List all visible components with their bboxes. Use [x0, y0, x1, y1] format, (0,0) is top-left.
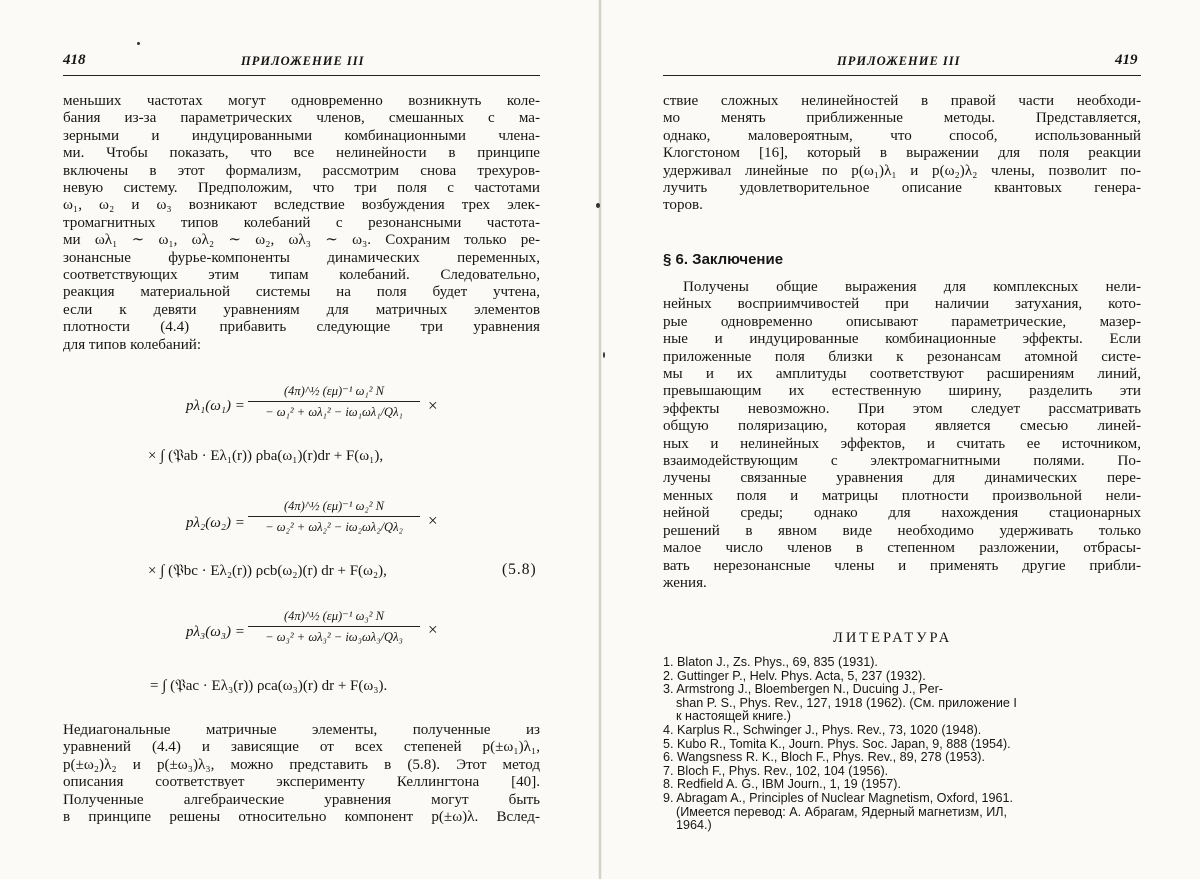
equation-number: (5.8) [502, 561, 537, 578]
scan-speck [596, 203, 600, 208]
text-line: зерными и индуцированными комбинационными члена- [63, 127, 540, 144]
text-line: эффекты невозможно. При этом следует рассматривать [663, 400, 1141, 417]
text-line: общую поляризацию, которая является смесью линей- [663, 418, 1141, 435]
left-running-head: ПРИЛОЖЕНИЕ III [241, 54, 365, 68]
eq3-fraction [248, 608, 420, 645]
eq1-lhs: pλ₁(ω₁) = [186, 398, 245, 414]
reference-item: 6. Wangsness R. K., Bloch F., Phys. Rev., 89, 278 (1953). [663, 750, 985, 765]
text-line: в принципе решены относительно компонент p(±ω)λ. Вслед- [63, 809, 540, 826]
left-page-number: 418 [63, 52, 86, 68]
eq3-lhs: pλ₃(ω₃) = [186, 624, 245, 640]
text-line: описания соответствует эксперименту Келлингтона [40]. [63, 774, 540, 791]
reference-item: 9. Abragam A., Principles of Nuclear Magnetism, Oxford, 1961. [663, 790, 1013, 805]
eq3-times: × [428, 620, 438, 639]
right-page-number: 419 [1115, 52, 1138, 68]
fraction-bar [248, 401, 420, 402]
text-line: ные и индуцированные комбинационные эффекты. Если [663, 331, 1141, 348]
text-line: тромагнитных типов колебаний с резонансными частота- [63, 214, 540, 231]
reference-item: 8. Redfield A. G., IBM Journ., 1, 19 (1957). [663, 777, 902, 792]
reference-item: 2. Guttinger P., Helv. Phys. Acta, 5, 237 (1932). [663, 668, 926, 683]
eq3-integral-line: = ∫ (𝔓ac · Eλ₃(r)) ρca(ω₃)(r) dr + F(ω₃). [150, 678, 388, 694]
reference-item: 7. Bloch F., Phys. Rev., 102, 104 (1956). [663, 763, 889, 778]
reference-continuation: (Имеется перевод: А. Абрагам, Ядерный магнетизм, ИЛ, [676, 804, 1008, 819]
text-line: взаимодействующим с электромагнитными полями. По- [663, 453, 1141, 470]
text-line: малое число членов в степенном разложении, отбрасы- [663, 540, 1141, 557]
text-line: жения. [663, 574, 707, 591]
literature-heading: ЛИТЕРАТУРА [833, 630, 953, 646]
left-closing-paragraph [63, 722, 540, 826]
text-line: зонансные фурье-компоненты динамических переменных, [63, 249, 540, 266]
reference-continuation: 1964.) [676, 818, 712, 833]
text-line: p(±ω₂)λ₂ и p(±ω₃)λ₃, можно представить в (5.8). Этот метод [63, 756, 540, 773]
text-line: приложенные поля близки к резонансам атомной систе- [663, 348, 1141, 365]
reference-list [663, 656, 1141, 833]
eq2-numerator: (4π)^½ (εμ)⁻¹ ω₂² N [284, 499, 384, 513]
reference-continuation: shan P. S., Phys. Rev., 127, 1918 (1962). (См. приложение I [676, 695, 1017, 710]
fraction-bar [248, 626, 420, 627]
left-header-rule [63, 75, 540, 76]
text-line: ных и нелинейных эффектов, и считать ее источником, [663, 435, 1141, 452]
right-page-header [663, 54, 1140, 76]
text-line: вать нерезонансные члены и применять другие прибли- [663, 557, 1141, 574]
text-line: реакция материальной системы на поля будет учтена, [63, 284, 540, 301]
text-line: Недиагональные матричные элементы, полученные из [63, 722, 540, 738]
text-line: соответствующих этим типам колебаний. Следовательно, [63, 267, 540, 284]
eq3-denominator: − ω₃² + ωλ₃² − iω₃ωλ₃/Qλ₃ [265, 630, 403, 644]
eq3-numerator: (4π)^½ (εμ)⁻¹ ω₃² N [284, 609, 384, 623]
text-line: превышающим их естественную ширину, разделить эти [663, 383, 1141, 400]
reference-item: 5. Kubo R., Tomita K., Journ. Phys. Soc. Japan, 9, 888 (1954). [663, 736, 1011, 751]
eq1-times: × [428, 396, 438, 415]
text-line: торов. [663, 197, 703, 214]
text-line: ω₁, ω₂ и ω₃ возникают вследствие возбуждения трех элек- [63, 197, 540, 214]
text-line: нейных восприимчивостей при наличии затухания, кото- [663, 296, 1141, 313]
text-line: удерживал линейные по p(ω₁)λ₁ и p(ω₂)λ₂ члены, позволит по- [663, 162, 1141, 179]
text-line: ствие сложных нелинейностей в правой части необходи- [663, 93, 1141, 109]
reference-item: 3. Armstrong J., Bloembergen N., Ducuing J., Per- [663, 682, 943, 697]
text-line: однако, маловероятным, что способ, использованный [663, 127, 1141, 144]
right-running-head: ПРИЛОЖЕНИЕ III [837, 54, 961, 68]
text-line: Получены общие выражения для комплексных нели- [683, 279, 1141, 295]
text-line: мы и их амплитуды соответствуют расширениям линий, [663, 366, 1141, 383]
reference-item: 1. Blaton J., Zs. Phys., 69, 835 (1931). [663, 655, 878, 669]
reference-continuation: к настоящей книге.) [676, 709, 791, 724]
text-line: Полученные алгебраические уравнения могут быть [63, 791, 540, 808]
scan-speck [137, 42, 140, 45]
eq1-numerator: (4π)^½ (εμ)⁻¹ ω₁² N [284, 384, 384, 398]
text-line: плотности (4.4) прибавить следующие три уравнения [63, 319, 540, 336]
section-title: § 6. Заключение [663, 251, 784, 268]
text-line: лучить удовлетворительное описание квантовых генера- [663, 180, 1141, 197]
text-line: невую систему. Предположим, что три поля с частотами [63, 180, 540, 197]
right-header-rule [663, 75, 1141, 76]
eq2-fraction [248, 498, 420, 535]
text-line: Клогстоном [16], который в выражении для поля реакции [663, 145, 1141, 162]
scan-speck [603, 352, 605, 358]
text-line: бания из-за параметрических членов, смешанных с ма- [63, 110, 540, 127]
text-line: менных поля и матрицы плотности произвольной нели- [663, 487, 1141, 504]
conclusion-paragraph [663, 279, 1141, 592]
text-line: если к девяти уравнениям для матричных элементов [63, 301, 540, 318]
fraction-bar [248, 516, 420, 517]
text-line: рые одновременно описывают параметрические, мазер- [663, 313, 1141, 330]
text-line: ми ωλ₁ ∼ ω₁, ωλ₂ ∼ ω₂, ωλ₃ ∼ ω₃. Сохраним только ре- [63, 232, 540, 249]
text-line: ми. Чтобы показать, что все нелинейности в принципе [63, 145, 540, 162]
left-intro-paragraph [63, 93, 540, 354]
eq1-fraction [248, 383, 420, 420]
text-line: уравнений (4.4) и зависящие от всех степеней p(±ω₁)λ₁, [63, 739, 540, 756]
text-line: мо менять приближенные методы. Представляется, [663, 110, 1141, 127]
right-intro-paragraph [663, 93, 1141, 215]
eq2-times: × [428, 511, 438, 530]
left-page-header [63, 54, 538, 76]
eq1-integral-line: × ∫ (𝔓ab · Eλ₁(r)) ρba(ω₁)(r)dr + F(ω₁), [148, 448, 384, 464]
text-line: решений в явном виде необходимо удерживать только [663, 522, 1141, 539]
text-line: для типов колебаний: [63, 336, 202, 353]
text-line: нейной среды; однако для нахождения стационарных [663, 505, 1141, 522]
eq1-denominator: − ω₁² + ωλ₁² − iω₁ωλ₁/Qλ₁ [265, 405, 403, 419]
eq2-lhs: pλ₂(ω₂) = [186, 515, 245, 531]
text-line: меньших частотах могут одновременно возникнуть коле- [63, 93, 540, 109]
reference-item: 4. Karplus R., Schwinger J., Phys. Rev., 73, 1020 (1948). [663, 722, 982, 737]
text-line: лучены связанные уравнения для динамических пере- [663, 470, 1141, 487]
eq2-denominator: − ω₂² + ωλ₂² − iω₂ωλ₂/Qλ₂ [265, 520, 403, 534]
eq2-integral-line: × ∫ (𝔓bc · Eλ₂(r)) ρcb(ω₂)(r) dr + F(ω₂), [148, 563, 387, 579]
text-line: включены в этот формализм, рассмотрим снова трехуров- [63, 162, 540, 179]
